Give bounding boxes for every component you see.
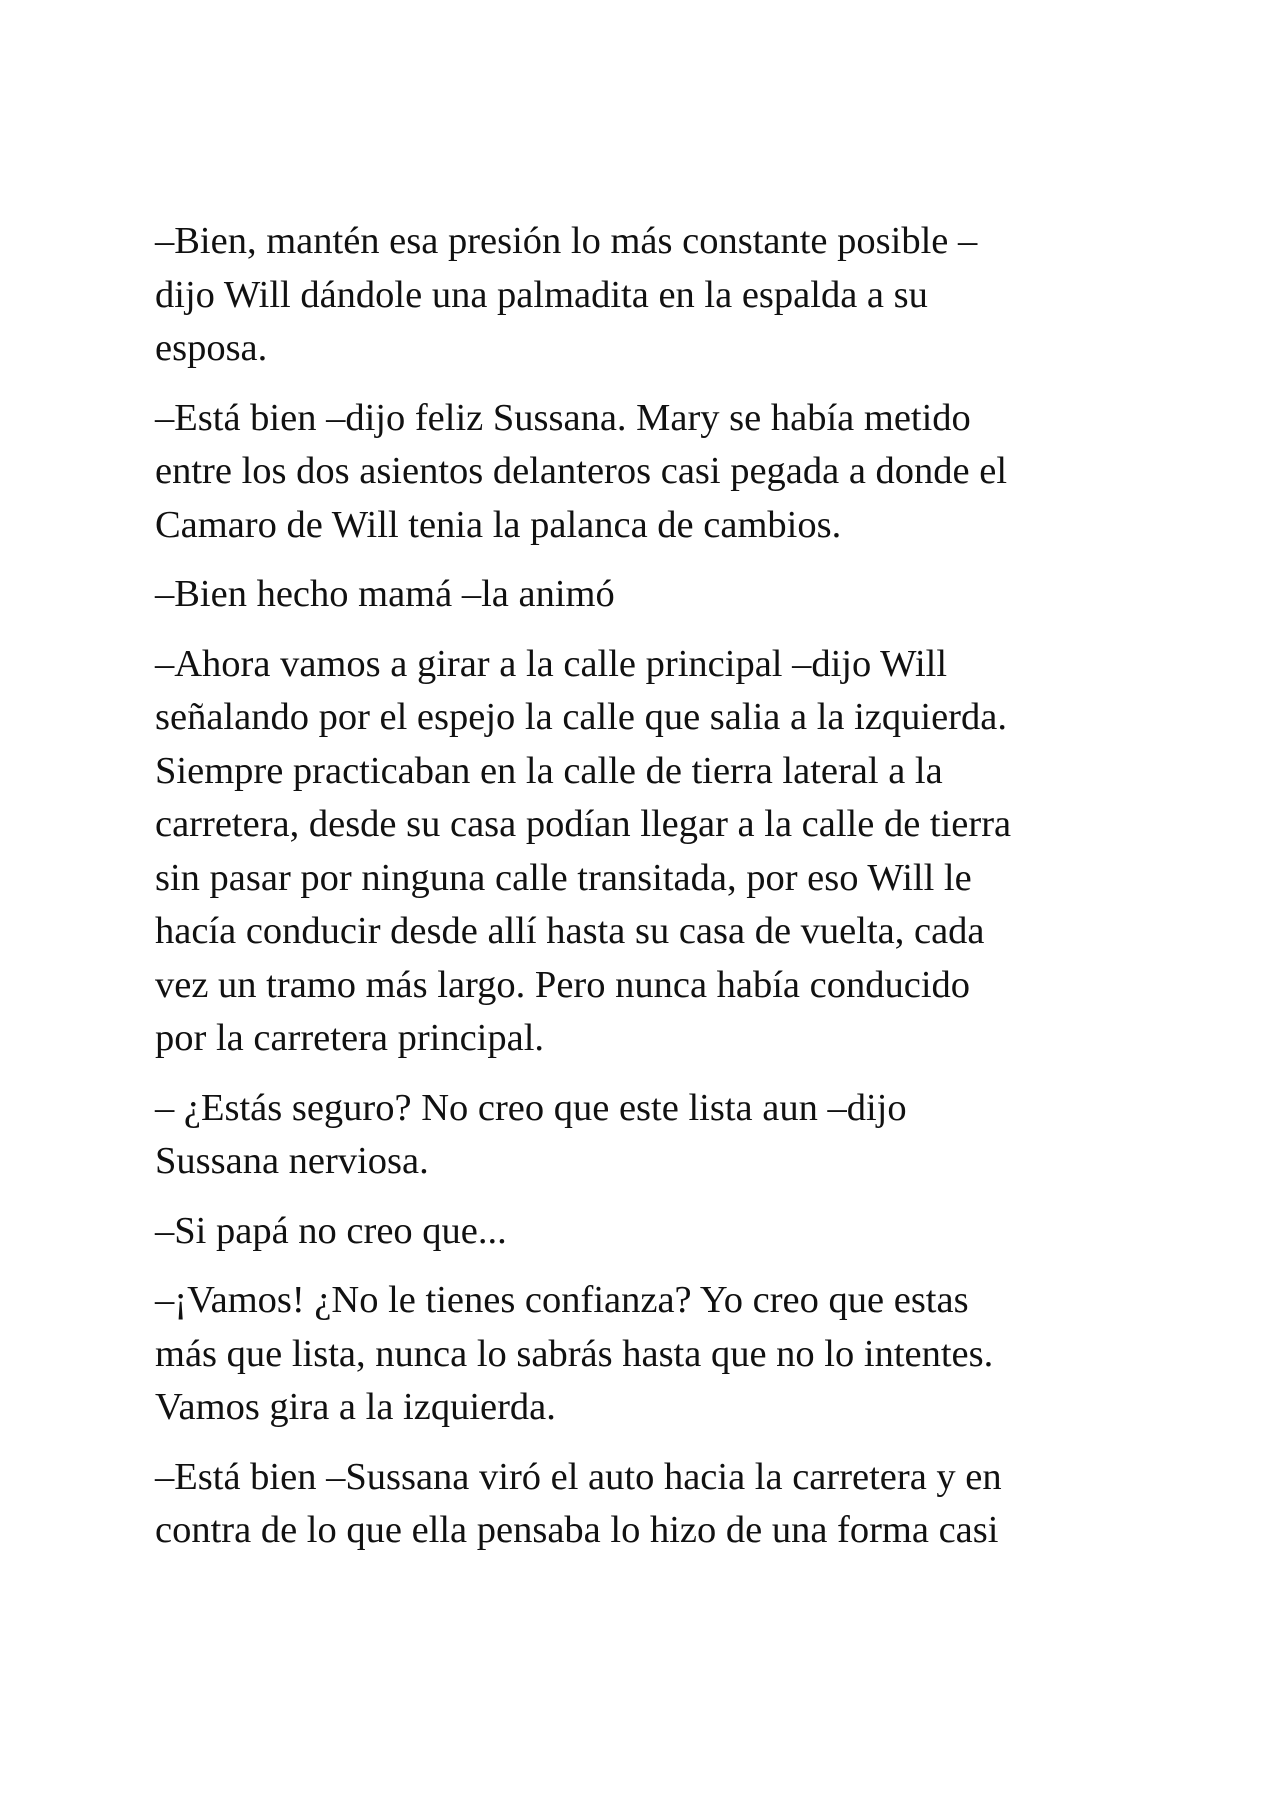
text-line: dijo Will dándole una palmadita en la espalda a su <box>155 273 928 316</box>
paragraph-4 <box>155 638 1165 1066</box>
paragraph-8 <box>155 1451 1165 1558</box>
paragraph-6 <box>155 1205 1165 1259</box>
body-text <box>155 215 1165 1574</box>
text-line: Siempre practicaban en la calle de tierra lateral a la <box>155 749 943 792</box>
text-line: –Bien, mantén esa presión lo más constante posible – <box>155 220 978 262</box>
paragraph-7 <box>155 1274 1165 1435</box>
text-line: –Ahora vamos a girar a la calle principal –dijo Will <box>155 642 948 685</box>
text-line: –Bien hecho mamá –la animó <box>155 573 615 615</box>
paragraph-5 <box>155 1082 1165 1189</box>
paragraph-3 <box>155 568 1165 622</box>
text-line: –¡Vamos! ¿No le tienes confianza? Yo creo que estas <box>155 1279 969 1321</box>
text-line: por la carretera principal. <box>155 1017 545 1059</box>
paragraph-2 <box>155 392 1165 553</box>
text-line: Vamos gira a la izquierda. <box>155 1386 556 1428</box>
text-line: señalando por el espejo la calle que salia a la izquierda. <box>155 696 1007 738</box>
text-line: carretera, desde su casa podían llegar a la calle de tierra <box>155 803 1012 845</box>
text-line: –Si papá no creo que... <box>155 1209 507 1252</box>
text-line: Sussana nerviosa. <box>155 1140 429 1182</box>
text-line: entre los dos asientos delanteros casi pegada a donde el <box>155 450 1008 492</box>
text-line: contra de lo que ella pensaba lo hizo de una forma casi <box>155 1509 999 1551</box>
text-line: hacía conducir desde allí hasta su casa de vuelta, cada <box>155 910 985 952</box>
text-line: – ¿Estás seguro? No creo que este lista aun –dijo <box>155 1086 907 1129</box>
paragraph-1 <box>155 215 1165 376</box>
text-line: Camaro de Will tenia la palanca de cambios. <box>155 503 842 546</box>
text-line: –Está bien –dijo feliz Sussana. Mary se había metido <box>155 396 971 439</box>
text-line: esposa. <box>155 327 268 369</box>
text-line: sin pasar por ninguna calle transitada, por eso Will le <box>155 856 972 899</box>
text-line: –Está bien –Sussana viró el auto hacia la carretera y en <box>155 1455 1002 1498</box>
text-line: más que lista, nunca lo sabrás hasta que no lo intentes. <box>155 1332 994 1375</box>
text-line: vez un tramo más largo. Pero nunca había conducido <box>155 963 971 1006</box>
